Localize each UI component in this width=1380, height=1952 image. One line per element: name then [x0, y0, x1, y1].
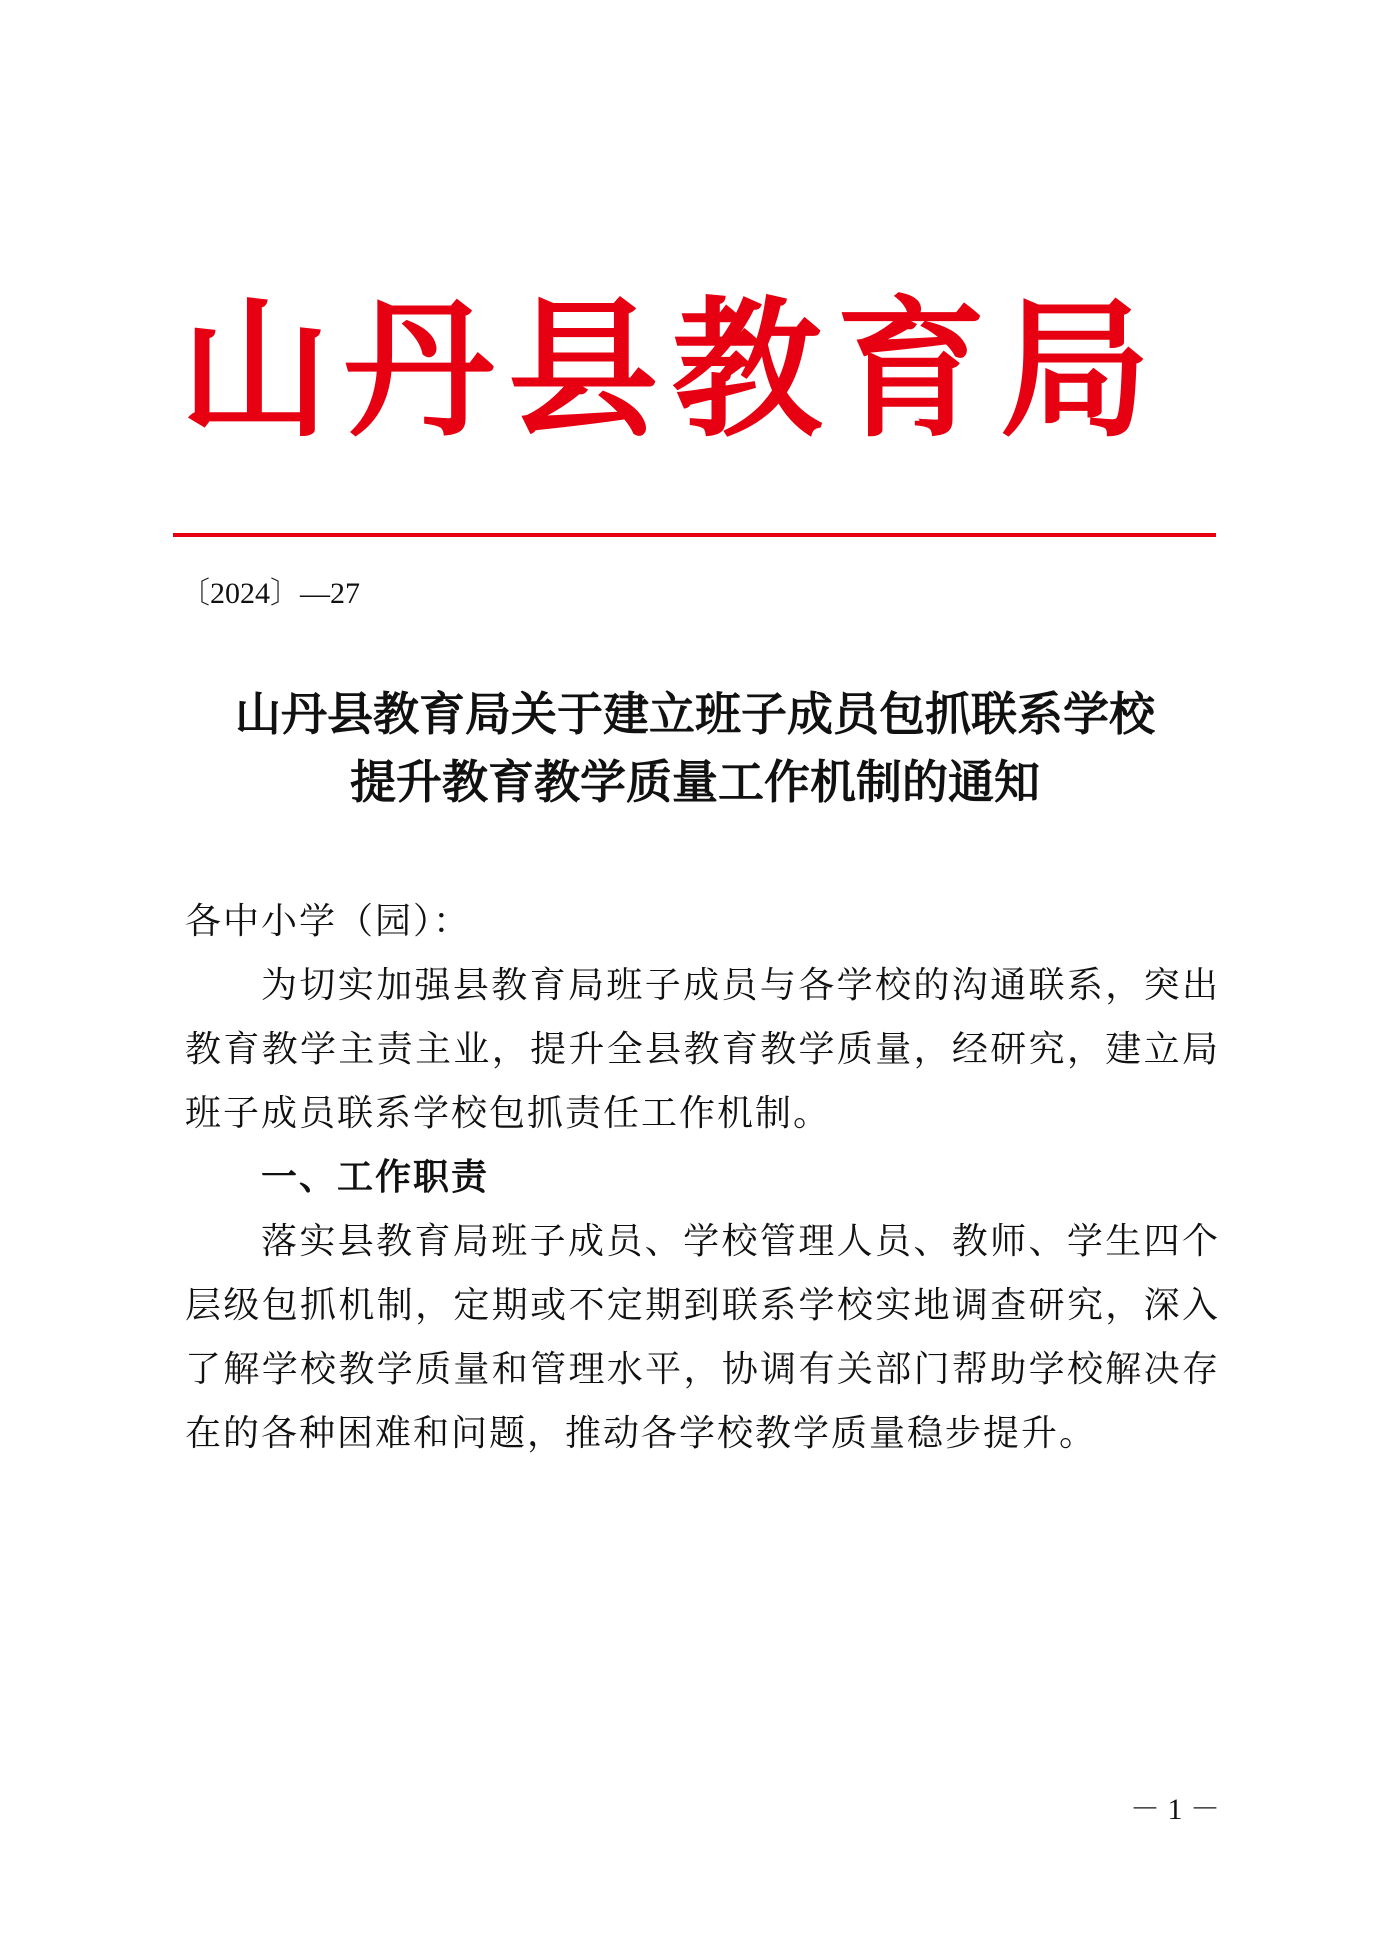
document-number: 〔2024〕—27 [180, 577, 360, 610]
intro-paragraph: 为切实加强县教育局班子成员与各学校的沟通联系，突出教育教学主责主业，提升全县教育教学质量，经研究，建立局班子成员联系学校包抓责任工作机制。 [185, 965, 1220, 1134]
salutation: 各中小学（园）： [185, 901, 472, 942]
document-masthead: 山丹县教育局 [180, 282, 1165, 458]
document-body [185, 890, 1220, 1466]
page-number: － 1 － [1130, 1793, 1220, 1826]
section-heading-work-duties: 一、工作职责 [261, 1157, 490, 1198]
title-line-2: 提升教育教学质量工作机制的通知 [350, 755, 1040, 809]
document-title [170, 680, 1220, 816]
title-line-1: 山丹县教育局关于建立班子成员包抓联系学校 [235, 687, 1155, 741]
duties-paragraph: 落实县教育局班子成员、学校管理人员、教师、学生四个层级包抓机制，定期或不定期到联系学校实地调查研究，深入了解学校教学质量和管理水平，协调有关部门帮助学校解决存在的各种困难和问题，推动各学校教学质量稳步提升。 [185, 1221, 1220, 1454]
red-divider-line [173, 533, 1216, 537]
